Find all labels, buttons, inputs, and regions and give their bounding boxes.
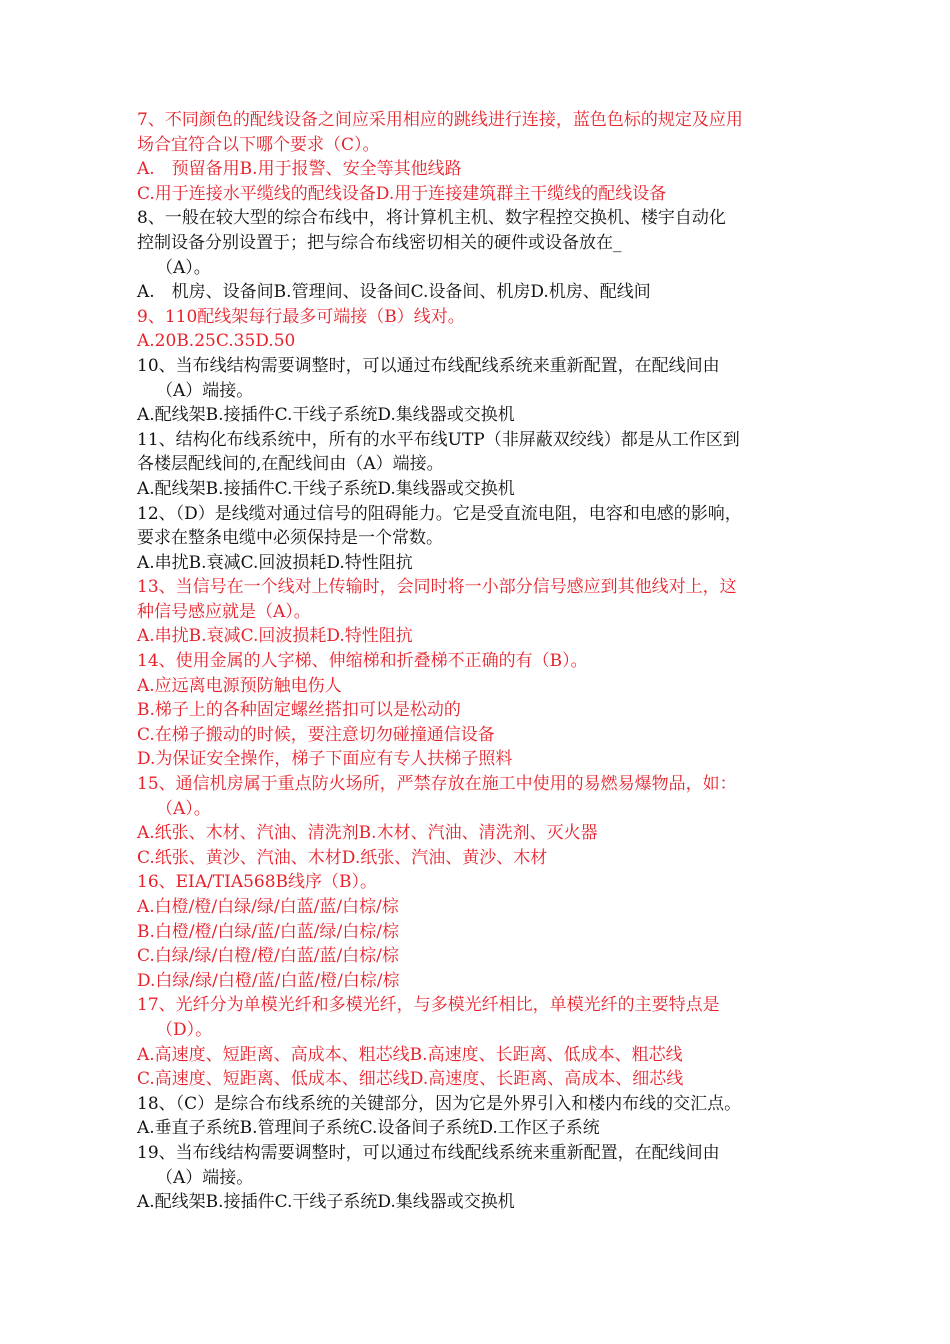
text-line: A.垂直子系统B.管理间子系统C.设备间子系统D.工作区子系统: [137, 1118, 600, 1139]
text-line: A.白橙/橙/白绿/绿/白蓝/蓝/白棕/棕: [137, 897, 399, 917]
text-line: 各楼层配线间的,在配线间由（A）端接。: [137, 454, 444, 475]
text-line: C.在梯子搬动的时候，要注意切勿碰撞通信设备: [137, 724, 495, 745]
text-line: A. 机房、设备间B.管理间、设备间C.设备间、机房D.机房、配线间: [137, 282, 651, 303]
text-line: 9、110配线架每行最多可端接（B）线对。: [137, 306, 465, 327]
text-line: A.串扰B.衰减C.回波损耗D.特性阻抗: [137, 552, 413, 573]
text-line: C.纸张、黄沙、汽油、木材D.纸张、汽油、黄沙、木材: [137, 847, 548, 868]
text-line: 16、EIA/TIA568B线序（B）。: [137, 872, 378, 893]
text-line: A. 预留备用B.用于报警、安全等其他线路: [137, 159, 462, 180]
text-line: 10、当布线结构需要调整时，可以通过布线配线系统来重新配置，在配线间由: [137, 355, 720, 376]
text-line: C.高速度、短距离、低成本、细芯线D.高速度、长距离、高成本、细芯线: [137, 1069, 684, 1090]
text-line: C.白绿/绿/白橙/橙/白蓝/蓝/白棕/棕: [137, 946, 399, 967]
text-line: A.串扰B.衰减C.回波损耗D.特性阻抗: [137, 626, 413, 647]
text-line: A.应远离电源预防触电伤人: [137, 675, 342, 696]
text-line: D.为保证安全操作，梯子下面应有专人扶梯子照料: [137, 749, 513, 770]
text-line: 11、结构化布线系统中，所有的水平布线UTP（非屏蔽双绞线）都是从工作区到: [137, 429, 740, 450]
text-line: A.配线架B.接插件C.干线子系统D.集线器或交换机: [137, 405, 515, 426]
text-line: A.配线架B.接插件C.干线子系统D.集线器或交换机: [137, 1192, 515, 1213]
text-line: 19、当布线结构需要调整时，可以通过布线配线系统来重新配置，在配线间由: [137, 1142, 720, 1163]
text-line: 14、使用金属的人字梯、伸缩梯和折叠梯不正确的有（B）。: [137, 651, 588, 672]
question-list: [137, 108, 827, 1215]
text-line: （A）。: [156, 798, 211, 819]
text-line: D.白绿/绿/白橙/蓝/白蓝/橙/白棕/棕: [137, 970, 400, 991]
text-line: （A）。: [156, 257, 211, 278]
text-line: 13、当信号在一个线对上传输时，会同时将一小部分信号感应到其他线对上，这: [137, 577, 737, 598]
text-line: 18、（C）是综合布线系统的关键部分，因为它是外界引入和楼内布线的交汇点。: [137, 1093, 742, 1114]
text-line: A.配线架B.接插件C.干线子系统D.集线器或交换机: [137, 478, 515, 499]
text-line: 12、（D）是线缆对通过信号的阻碍能力。它是受直流电阻，电容和电感的影响，: [137, 503, 742, 524]
text-line: A.20B.25C.35D.50: [137, 331, 296, 352]
text-line: B.白橙/橙/白绿/蓝/白蓝/绿/白棕/棕: [137, 921, 399, 942]
text-line: 7、不同颜色的配线设备之间应采用相应的跳线进行连接，蓝色色标的规定及应用: [137, 110, 743, 130]
text-line: A.高速度、短距离、高成本、粗芯线B.高速度、长距离、低成本、粗芯线: [137, 1044, 683, 1065]
text-line: A.纸张、木材、汽油、清洗剂B.木材、汽油、清洗剂、灭火器: [137, 823, 598, 844]
text-line: （D）。: [156, 1019, 213, 1040]
text-line: C.用于连接水平缆线的配线设备D.用于连接建筑群主干缆线的配线设备: [137, 183, 667, 204]
text-line: 种信号感应就是（A）。: [137, 601, 311, 622]
text-line: 8、一般在较大型的综合布线中，将计算机主机、数字程控交换机、楼宇自动化: [137, 208, 726, 229]
text-line: （A）端接。: [156, 1167, 254, 1188]
text-line: 场合宜符合以下哪个要求（C）。: [137, 134, 380, 155]
text-line: B.梯子上的各种固定螺丝搭扣可以是松动的: [137, 700, 461, 721]
text-line: 要求在整条电缆中必须保持是一个常数。: [137, 528, 443, 549]
text-line: 15、通信机房属于重点防火场所，严禁存放在施工中使用的易燃易爆物品，如：: [137, 774, 737, 795]
text-line: 17、光纤分为单模光纤和多模光纤，与多模光纤相比，单模光纤的主要特点是: [137, 995, 720, 1016]
text-line: （A）端接。: [156, 380, 254, 401]
text-line: 控制设备分别设置于；把与综合布线密切相关的硬件或设备放在_: [137, 232, 622, 253]
